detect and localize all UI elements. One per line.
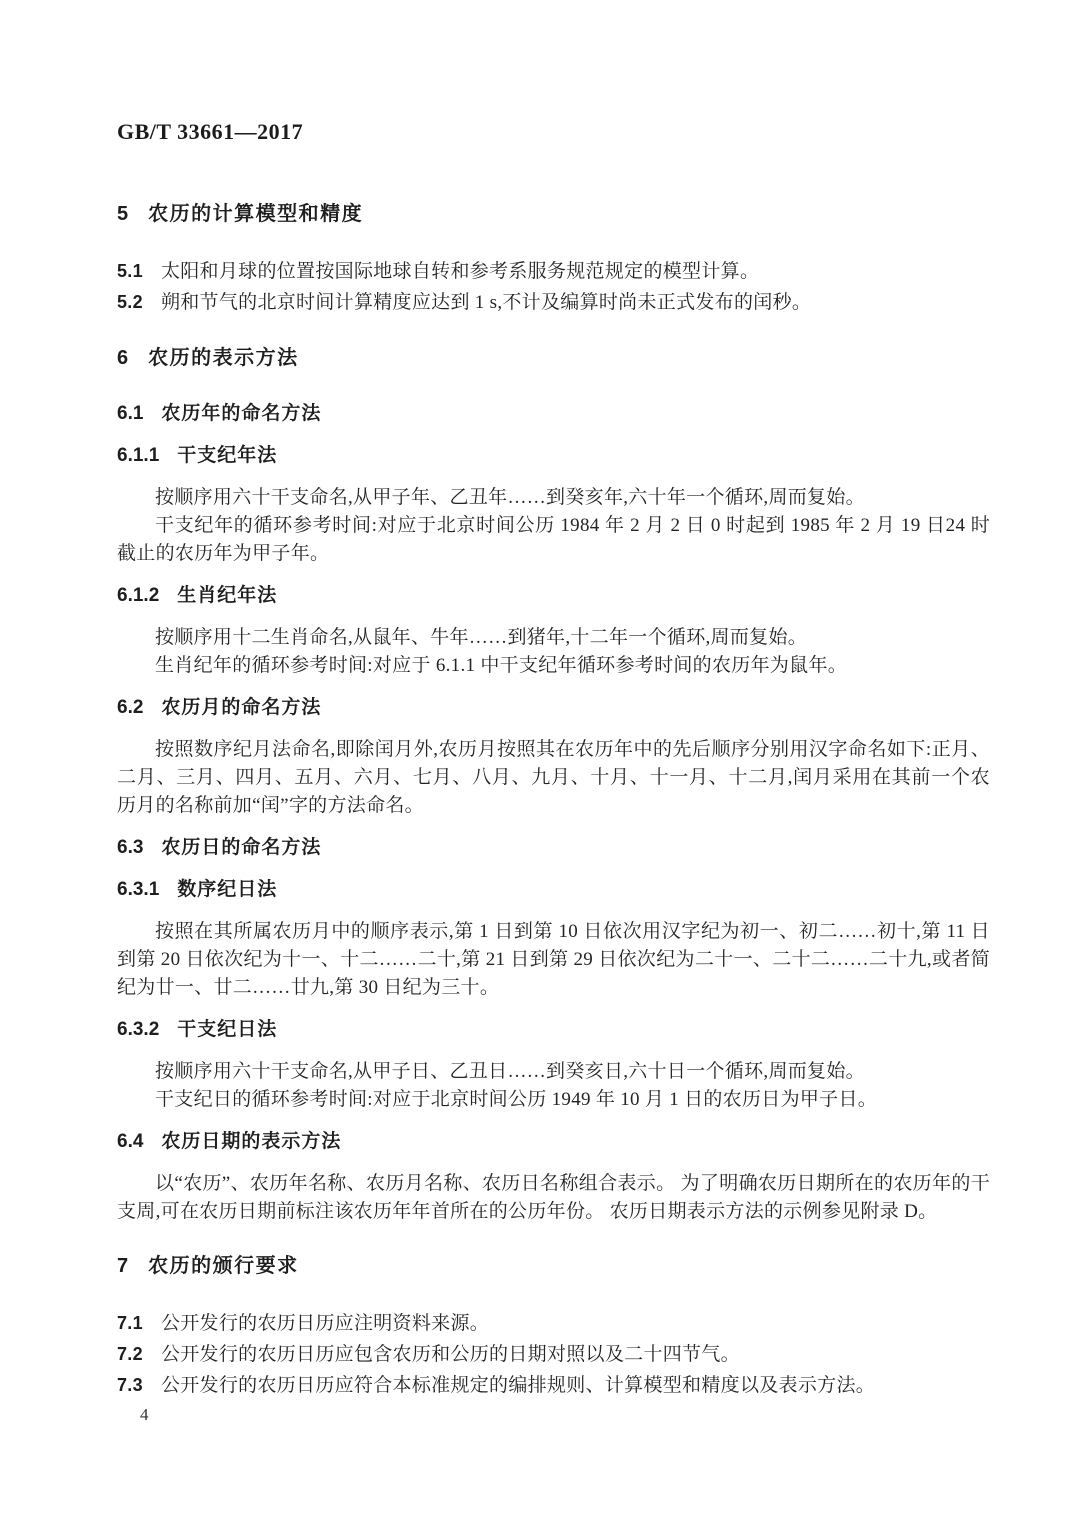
heading-title: 数序纪日法 <box>177 879 278 900</box>
paragraph: 干支纪日的循环参考时间:对应于北京时间公历 1949 年 10 月 1 日的农历日为甲子日。 <box>155 1089 878 1110</box>
chapter-number: 6 <box>117 347 129 369</box>
heading-title: 农历年的命名方法 <box>161 403 322 424</box>
clause-7-2 <box>117 1339 990 1370</box>
chapter-number: 7 <box>117 1255 129 1277</box>
paragraph: 以“农历”、农历年名称、农历月名称、农历日名称组合表示。 为了明确农历日期所在的农历年的干支周,可在农历日期前标注该农历年年首所在的公历年份。 农历日期表示方法的示例参见附录 D。 <box>117 1173 990 1222</box>
clause-text: 公开发行的农历日历应注明资料来源。 <box>160 1313 490 1334</box>
heading-6-3-1 <box>117 876 990 904</box>
clause-number: 7.3 <box>117 1375 143 1395</box>
chapter-number: 5 <box>117 203 129 225</box>
heading-number: 6.3 <box>117 837 144 858</box>
heading-6-4 <box>117 1128 990 1156</box>
heading-number: 6.2 <box>117 697 144 718</box>
heading-number: 6.1.2 <box>117 585 160 606</box>
chapter-5-heading <box>117 200 990 228</box>
heading-6-3 <box>117 834 990 862</box>
heading-number: 6.3.2 <box>117 1019 160 1040</box>
heading-6-1 <box>117 400 990 428</box>
clause-5-1 <box>117 256 990 287</box>
clause-text: 太阳和月球的位置按国际地球自转和参考系服务规范规定的模型计算。 <box>160 261 760 282</box>
heading-number: 6.1.1 <box>117 445 160 466</box>
clause-number: 5.2 <box>117 292 143 312</box>
clause-7-1 <box>117 1308 990 1339</box>
heading-title: 农历日期的表示方法 <box>161 1131 342 1152</box>
heading-title: 干支纪日法 <box>177 1019 278 1040</box>
paragraph: 按顺序用六十干支命名,从甲子年、乙丑年……到癸亥年,六十年一个循环,周而复始。 <box>155 487 865 508</box>
clause-7-3 <box>117 1370 990 1401</box>
clause-number: 7.2 <box>117 1344 143 1364</box>
heading-title: 农历日的命名方法 <box>161 837 322 858</box>
heading-6-1-2 <box>117 582 990 610</box>
paragraph: 按照在其所属农历月中的顺序表示,第 1 日到第 10 日依次用汉字纪为初一、初二……初十,第 11 日到第 20 日依次纪为十一、十二……二十,第 21 日到第 29 日依次纪为二十一、二十二……二十九,或者简纪为廿一、廿二……廿九,第 30 日纪为三十。 <box>117 921 990 998</box>
chapter-7-heading <box>117 1252 990 1280</box>
chapter-title: 农历的表示方法 <box>148 347 299 369</box>
heading-title: 干支纪年法 <box>177 445 278 466</box>
page-number: 4 <box>140 1405 149 1424</box>
paragraph: 按照数序纪月法命名,即除闰月外,农历月按照其在农历年中的先后顺序分别用汉字命名如下:正月、二月、三月、四月、五月、六月、七月、八月、九月、十月、十一月、十二月,闰月采用在其前一个农历月的名称前加“闰”字的方法命名。 <box>117 739 990 816</box>
heading-6-2 <box>117 694 990 722</box>
chapter-title: 农历的计算模型和精度 <box>148 203 364 225</box>
clause-text: 公开发行的农历日历应符合本标准规定的编排规则、计算模型和精度以及表示方法。 <box>160 1375 876 1396</box>
heading-number: 6.3.1 <box>117 879 160 900</box>
paragraph: 按顺序用十二生肖命名,从鼠年、牛年……到猪年,十二年一个循环,周而复始。 <box>155 627 808 648</box>
chapter-6-heading <box>117 344 990 372</box>
clause-number: 7.1 <box>117 1313 143 1333</box>
paragraph: 干支纪年的循环参考时间:对应于北京时间公历 1984 年 2 月 2 日 0 时起到 1985 年 2 月 19 日24 时截止的农历年为甲子年。 <box>117 515 990 564</box>
clause-text: 公开发行的农历日历应包含农历和公历的日期对照以及二十四节气。 <box>160 1344 740 1365</box>
document-body <box>117 200 990 1401</box>
paragraph: 按顺序用六十干支命名,从甲子日、乙丑日……到癸亥日,六十日一个循环,周而复始。 <box>155 1061 865 1082</box>
standard-number-header: GB/T 33661—2017 <box>117 119 304 144</box>
heading-6-1-1 <box>117 442 990 470</box>
heading-6-3-2 <box>117 1016 990 1044</box>
clause-number: 5.1 <box>117 261 143 281</box>
heading-number: 6.4 <box>117 1131 144 1152</box>
heading-title: 农历月的命名方法 <box>161 697 322 718</box>
heading-number: 6.1 <box>117 403 144 424</box>
paragraph: 生肖纪年的循环参考时间:对应于 6.1.1 中干支纪年循环参考时间的农历年为鼠年。 <box>155 655 848 676</box>
heading-title: 生肖纪年法 <box>177 585 278 606</box>
clause-text: 朔和节气的北京时间计算精度应达到 1 s,不计及编算时尚未正式发布的闰秒。 <box>160 292 812 313</box>
chapter-title: 农历的颁行要求 <box>148 1255 299 1277</box>
clause-5-2 <box>117 287 990 318</box>
